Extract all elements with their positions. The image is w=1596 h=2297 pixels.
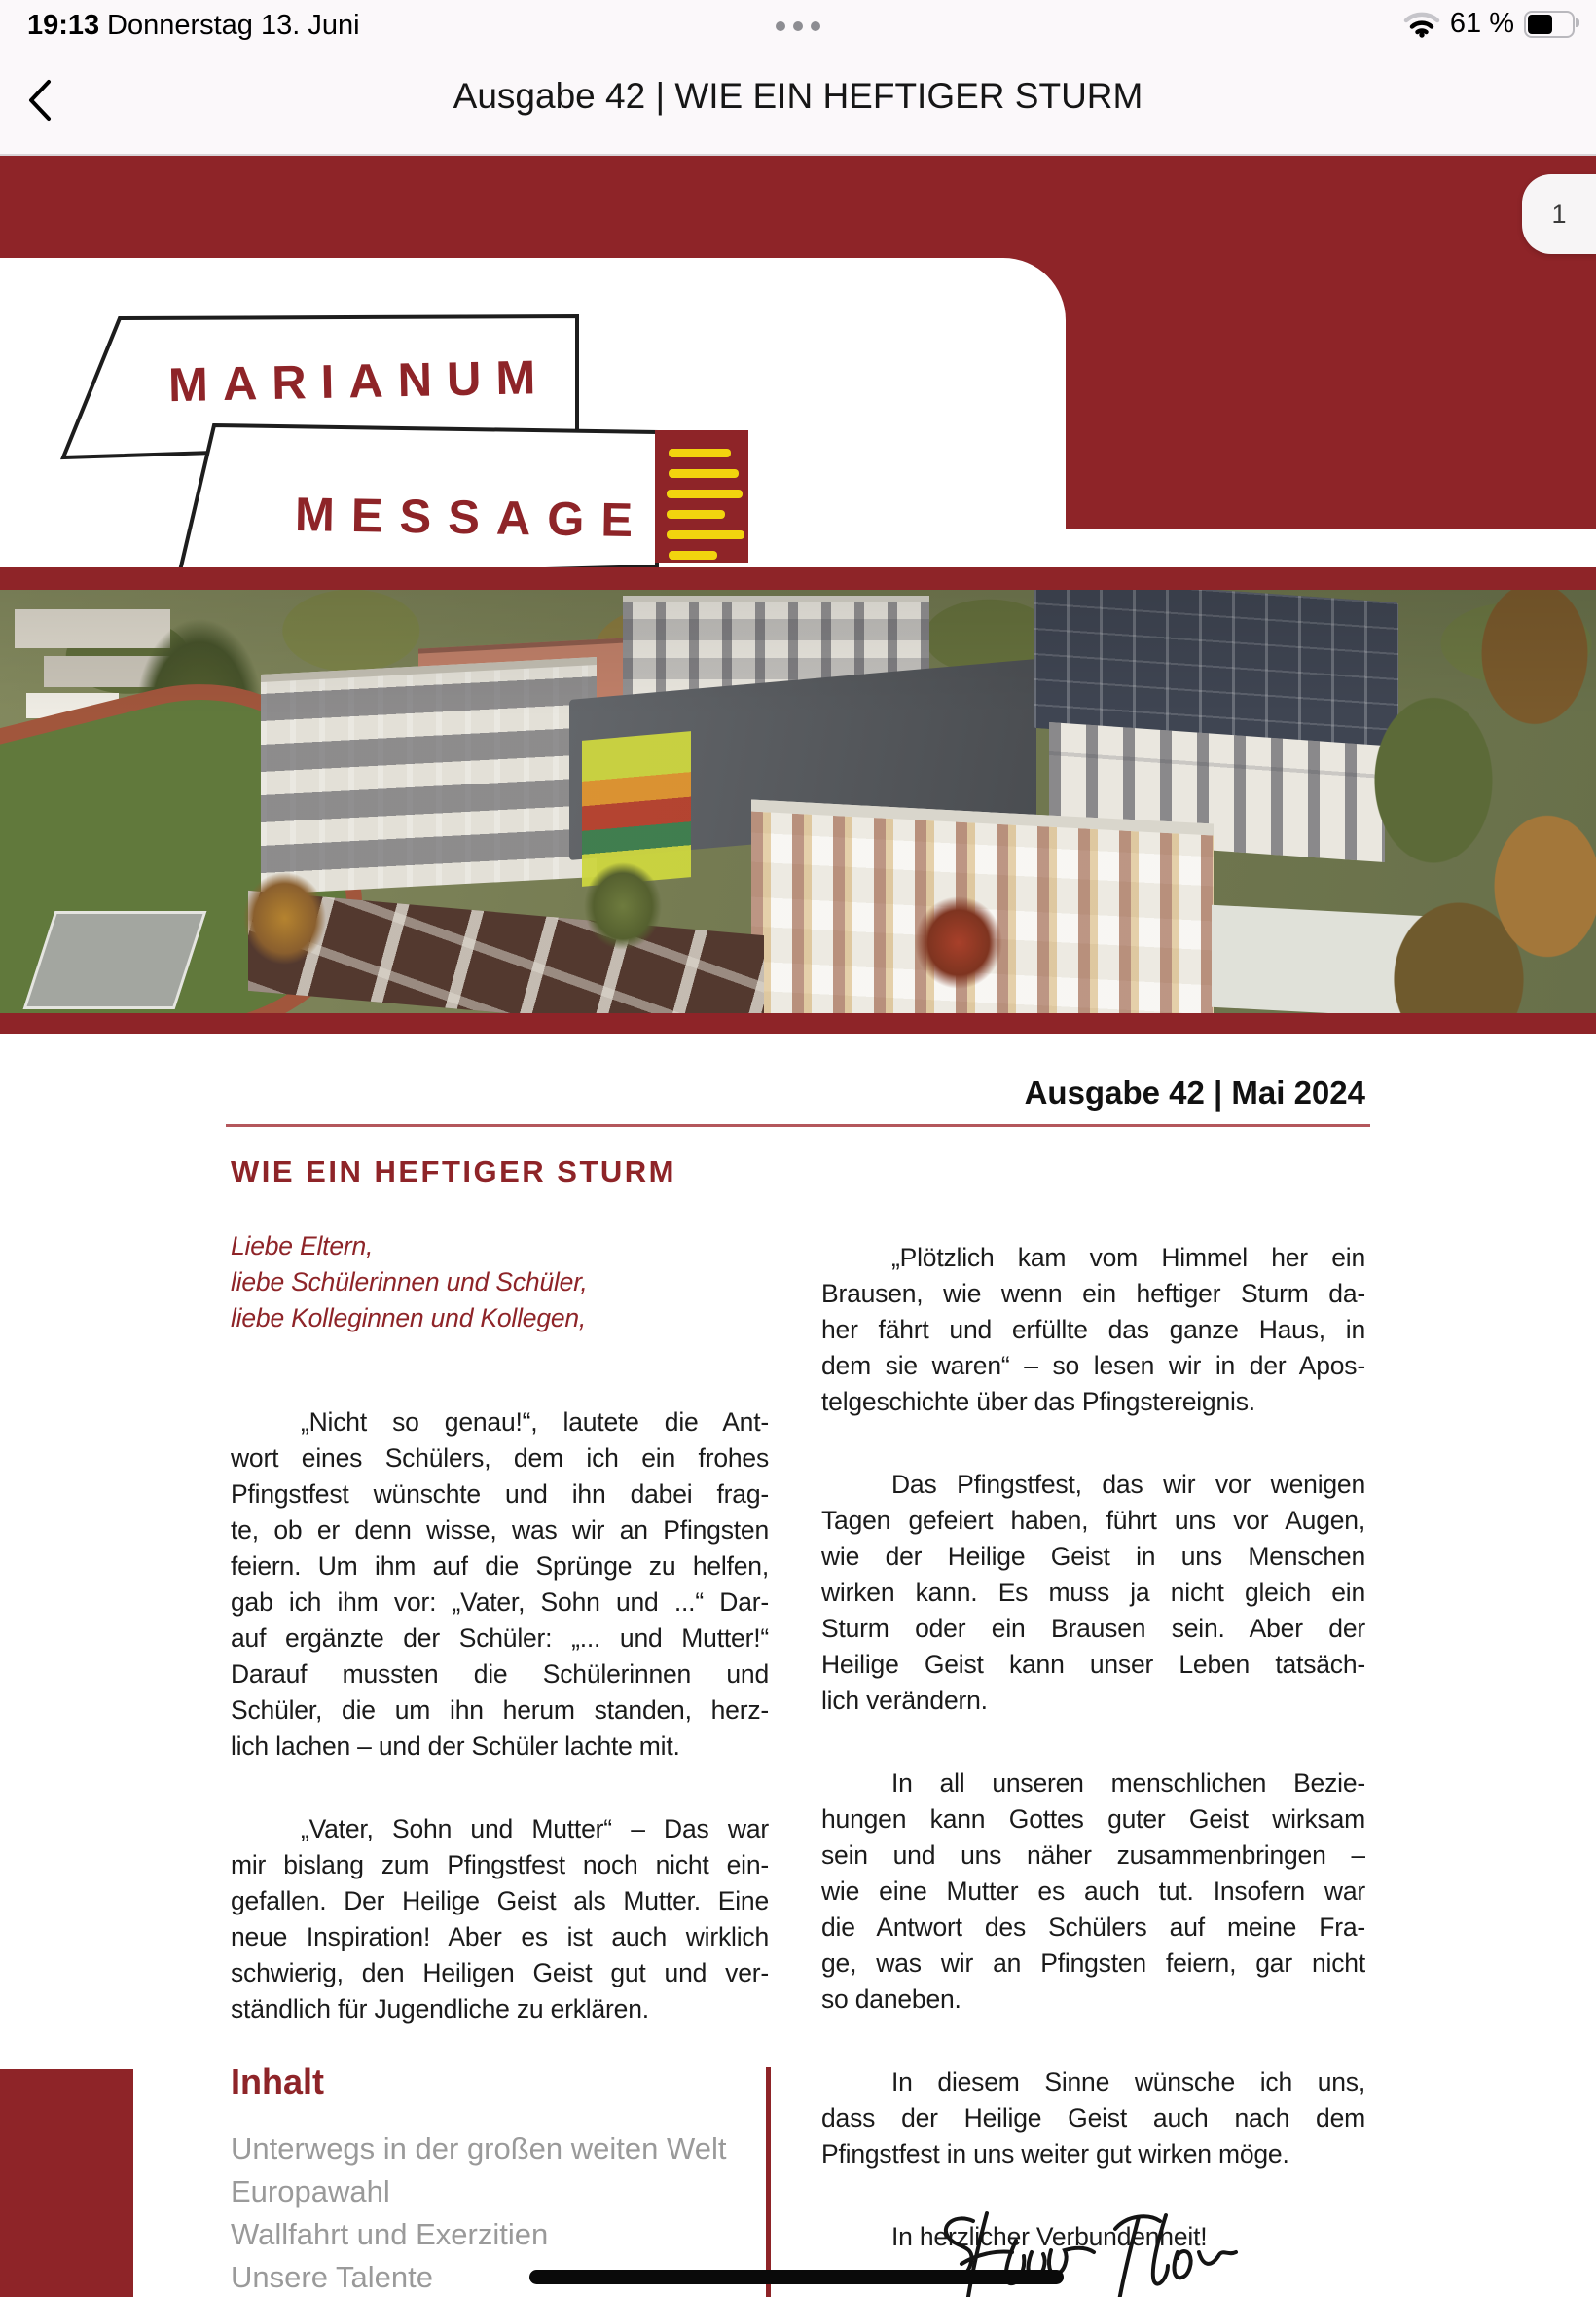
- multitasking-dots-icon[interactable]: [776, 21, 820, 31]
- issue-date-line: Ausgabe 42 | Mai 2024: [1024, 1075, 1365, 1111]
- campus-aerial-photo: [0, 590, 1596, 1013]
- battery-icon: [1524, 11, 1575, 38]
- logo-line2: MESSAGE: [294, 489, 650, 548]
- top-chrome: [0, 0, 1596, 156]
- inhalt-item: Unterwegs in der großen weiten Welt: [231, 2132, 727, 2166]
- navigation-bar: [0, 49, 1596, 152]
- red-divider-top: [0, 567, 1596, 590]
- greeting-lines: Liebe Eltern, liebe Schülerinnen und Schüler, liebe Kolleginnen und Kollegen,: [231, 1231, 588, 1332]
- inhalt-title: Inhalt: [231, 2061, 324, 2101]
- inhalt-item: Unsere Talente: [231, 2260, 433, 2294]
- battery-percent: 61 %: [1449, 8, 1514, 39]
- marianum-message-logo: [54, 287, 774, 584]
- redaction-bar: [529, 2270, 1064, 2284]
- page-number-badge[interactable]: [1522, 174, 1596, 254]
- wifi-icon: [1403, 11, 1440, 38]
- inhalt-item: Europawahl: [231, 2174, 390, 2208]
- header-red-band: [0, 154, 1596, 258]
- horizontal-rule: [226, 1124, 1370, 1127]
- status-bar: [0, 0, 1596, 49]
- status-time: 19:13: [27, 10, 100, 41]
- article-column-left: [231, 1228, 769, 2074]
- header-red-block: [1002, 258, 1596, 529]
- nav-title: Ausgabe 42 | WIE EIN HEFTIGER STURM: [453, 76, 1143, 116]
- closing-line: In herzlicher Verbundenheit!: [891, 2222, 1208, 2251]
- page-number: 1: [1551, 199, 1567, 229]
- corner-accent-block: [0, 2069, 133, 2297]
- logo-line1: MARIANUM: [167, 351, 551, 413]
- left-paragraphs: „Nicht so genau!“, lautete die Ant- wort eines Schülers, dem ich ein frohes Pfingstfest wünschte und ihn dabei frag- te, ob er denn wisse, was wir an Pfingsten feiern. Um ihm auf die Sprünge zu helfen, gab ich ihm vor: „Vater, Sohn und ...“ Dar- auf ergänzte der Schüler: „... und Mutter!“ Darauf mussten die Schülerinnen und Schüler, die um ihn herum standen, herz- lich lachen – und der Schüler lachte mit. „Vater, Sohn und Mutter“ – Das war mir bislang zum Pfingstfest noch nicht ein- gefallen. Der Heilige Geist als Mutter. Eine neue Inspiration! Aber es ist auch wirklich schwierig, den Heiligen Geist gut und ver- ständlich für Jugendliche zu erklären.: [231, 1407, 769, 2024]
- column-divider-line: [766, 2067, 771, 2297]
- status-date: Donnerstag 13. Juni: [107, 10, 360, 41]
- article-column-right: [821, 1240, 1365, 2255]
- article-headline: WIE EIN HEFTIGER STURM: [231, 1154, 676, 1188]
- inhalt-item: Wallfahrt und Exerzitien: [231, 2217, 549, 2251]
- red-divider-bottom: [0, 1013, 1596, 1034]
- right-paragraphs: „Plötzlich kam vom Himmel her ein Brausen, wie wenn ein heftiger Sturm da- her fährt und erfüllte das ganze Haus, in dem sie waren“ – so lesen wir in der Apos- telgeschichte über das Pfingstereignis. Das Pfingstfest, das wir vor wenigen Tagen gefeiert haben, führt uns vor Augen, wie der Heilige Geist in uns Menschen wirken kann. Es muss ja nicht gleich ein Sturm oder ein Brausen sein. Aber der Heilige Geist kann unser Leben tatsäch- lich verändern. In all unseren menschlichen Bezie- hungen kann Gottes guter Geist wirksam sein und uns näher zusammenbringen – wie eine Mutter es auch tut. Insofern war die Antwort des Schülers auf meine Fra- ge, was wir an Pfingsten feiern, gar nicht so daneben. In diesem Sinne wünsche ich uns, dass der Heilige Geist auch nach dem Pfingstfest in uns weiter gut wirken möge.: [821, 1243, 1365, 2169]
